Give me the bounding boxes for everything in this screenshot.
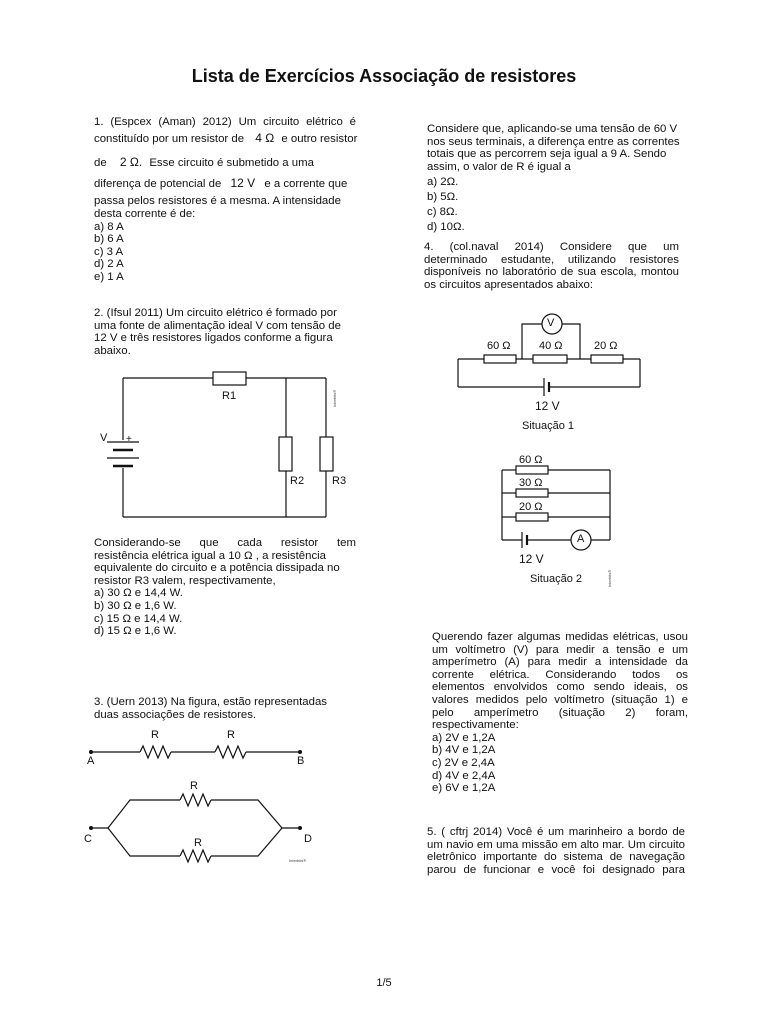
s1-caption: Situação 1 — [522, 420, 574, 432]
q2-line-2: uma fonte de alimentação ideal V com tensão de — [94, 319, 341, 332]
q1-intro-b: constituído por um resistor de — [94, 132, 245, 145]
q1-option-a: a) 8 A — [94, 220, 124, 233]
q2-after-1: Considerando-se que cada resistor tem — [94, 537, 356, 549]
rt-option-d: d) 10Ω. — [427, 221, 465, 234]
page-number: 1/5 — [376, 977, 392, 989]
q4-after-4: corrente elétrica. Considerando todos os — [432, 668, 688, 681]
q2-after-3: equivalente do circuito e a potência dissipada no — [94, 562, 340, 575]
q1-line-6: desta corrente é de: — [94, 207, 196, 220]
q4-option-e: e) 6V e 1,2A — [432, 782, 496, 795]
q3-label-r-3: R — [190, 780, 198, 792]
q1-line2-c: Esse circuito é submetido a uma — [149, 157, 314, 170]
rt-line-1: Considere que, aplicando-se uma tensão de 60 V — [427, 123, 678, 135]
q2-option-b: b) 30 Ω e 1,6 W. — [94, 599, 177, 612]
s2-caption: Situação 2 — [530, 573, 582, 585]
q4-line-1: 4. (col.naval 2014) Considere que um — [424, 241, 679, 253]
q3-label-r-2: R — [227, 729, 235, 741]
q1-line3-a: diferença de potencial de — [94, 177, 222, 190]
q2-line-4: abaixo. — [94, 344, 131, 357]
s2-label-20: 20 Ω — [519, 501, 543, 513]
q2-option-c: c) 15 Ω e 14,4 W. — [94, 612, 183, 625]
s2-label-60: 60 Ω — [519, 454, 543, 466]
q1-option-d: d) 2 A — [94, 258, 124, 271]
rt-option-b: b) 5Ω. — [427, 191, 459, 204]
q4-after-8: respectivamente: — [432, 719, 519, 732]
q1-line-5: passa pelos resistores é a mesma. A intensidade — [94, 195, 341, 208]
q2-after-4: resistor R3 valem, respectivamente, — [94, 574, 276, 587]
s2-label-30: 30 Ω — [519, 477, 543, 489]
q4-after-3: amperímetro (A) para medir a intensidade da — [432, 656, 688, 669]
q5-line-3: eletrônico importante do sistema de navegação — [427, 851, 685, 864]
s2-figure-credit: Interbits® — [607, 569, 612, 587]
q3-line-2: duas associações de resistores. — [94, 708, 257, 721]
rt-line-4: assim, o valor de R é igual a — [427, 160, 571, 173]
q3-label-c: C — [84, 833, 92, 845]
s1-label-12v: 12 V — [535, 399, 560, 413]
q2-option-d: d) 15 Ω e 1,6 W. — [94, 625, 177, 638]
s1-label-v: V — [547, 317, 555, 329]
q1-option-b: b) 6 A — [94, 233, 124, 246]
q4-after-5: elementos envolvidos como sendo ideais, os — [432, 681, 688, 694]
q1-option-c: c) 3 A — [94, 245, 124, 258]
q3-line-1: 3. (Uern 2013) Na figura, estão representadas — [94, 696, 328, 708]
q4-option-d: d) 4V e 2,4A — [432, 769, 496, 782]
rt-line-2: nos seus terminais, a diferença entre as correntes — [427, 135, 680, 148]
q4-after-1: Querendo fazer algumas medidas elétricas, usou — [432, 631, 688, 643]
q4-after-7: pelo amperímetro (situação 2) foram, — [432, 706, 688, 719]
q5-line-2: um navio em uma missão em alto mar. Um circuito — [427, 838, 685, 851]
q2-label-r2: R2 — [290, 475, 305, 487]
q2-figure-credit: Interbits® — [332, 389, 337, 407]
q2-label-plus: + — [126, 434, 132, 445]
q2-option-a: a) 30 Ω e 14,4 W. — [94, 587, 183, 600]
q1-option-e: e) 1 A — [94, 270, 124, 283]
q2-label-r3: R3 — [332, 475, 347, 487]
q3-figure-credit: Interbits® — [289, 858, 307, 863]
rt-option-c: c) 8Ω. — [427, 206, 458, 219]
q1-value-2ohm: 2 Ω. — [119, 155, 143, 170]
s1-label-20: 20 Ω — [594, 340, 618, 352]
rt-line-3: totais que as percorrem seja igual a 9 A. Sendo — [427, 148, 667, 161]
q2-label-r1: R1 — [222, 390, 237, 402]
q3-label-d: D — [304, 833, 312, 845]
s1-label-60: 60 Ω — [487, 340, 511, 352]
s2-resistor-30 — [516, 489, 548, 497]
s2-resistor-60 — [516, 466, 548, 474]
q1-value-4ohm: 4 Ω — [255, 130, 275, 145]
q4-line-4: os circuitos apresentados abaixo: — [424, 278, 594, 291]
page-title: Lista de Exercícios Associação de resistores — [191, 66, 577, 86]
s2-label-a: A — [577, 533, 585, 545]
q4-after-6: valores medidos pelo voltímetro (situação 1) e — [432, 693, 688, 706]
q1-value-12v: 12 V — [230, 175, 256, 190]
question-4-after — [432, 631, 688, 795]
q4-line-2: determinado estudante, utilizando resistores — [424, 253, 679, 266]
q2-line-3: 12 V e três resistores ligados conforme a figura — [94, 332, 333, 345]
q5-line-4: parou de funcionar e você foi designado para — [427, 863, 685, 876]
q3-label-r-1: R — [151, 729, 159, 741]
question-5 — [427, 826, 685, 876]
q4-option-a: a) 2V e 1,2A — [432, 731, 496, 744]
q4-line-3: disponíveis no laboratório de sua escola, montou — [424, 266, 679, 279]
q5-line-1: 5. ( cftrj 2014) Você é um marinheiro a bordo de — [427, 826, 685, 838]
q1-intro-d: e outro resistor — [281, 132, 358, 145]
s2-label-12v: 12 V — [519, 552, 544, 566]
q2-after-2: resistência elétrica igual a 10 Ω , a resistência — [94, 549, 327, 562]
q2-label-minus: − — [127, 462, 133, 473]
s2-resistor-20 — [516, 513, 548, 521]
q1-line3-c: e a corrente que — [264, 177, 348, 190]
q1-line-1: 1. (Espcex (Aman) 2012) Um circuito elétrico é — [94, 116, 356, 128]
s1-label-40: 40 Ω — [539, 340, 563, 352]
q2-label-v: V — [100, 432, 108, 444]
rt-option-a: a) 2Ω. — [427, 176, 459, 189]
q4-option-c: c) 2V e 2,4A — [432, 756, 495, 769]
q4-option-b: b) 4V e 1,2A — [432, 744, 496, 757]
q2-line-1: 2. (Ifsul 2011) Um circuito elétrico é formado por — [94, 307, 337, 319]
q3-label-r-4: R — [194, 837, 202, 849]
q3-label-b: B — [297, 755, 305, 767]
q1-line2-a: de — [94, 157, 107, 170]
q3-label-a: A — [87, 755, 95, 767]
q4-after-2: um voltímetro (V) para medir a tensão e um — [432, 643, 688, 656]
